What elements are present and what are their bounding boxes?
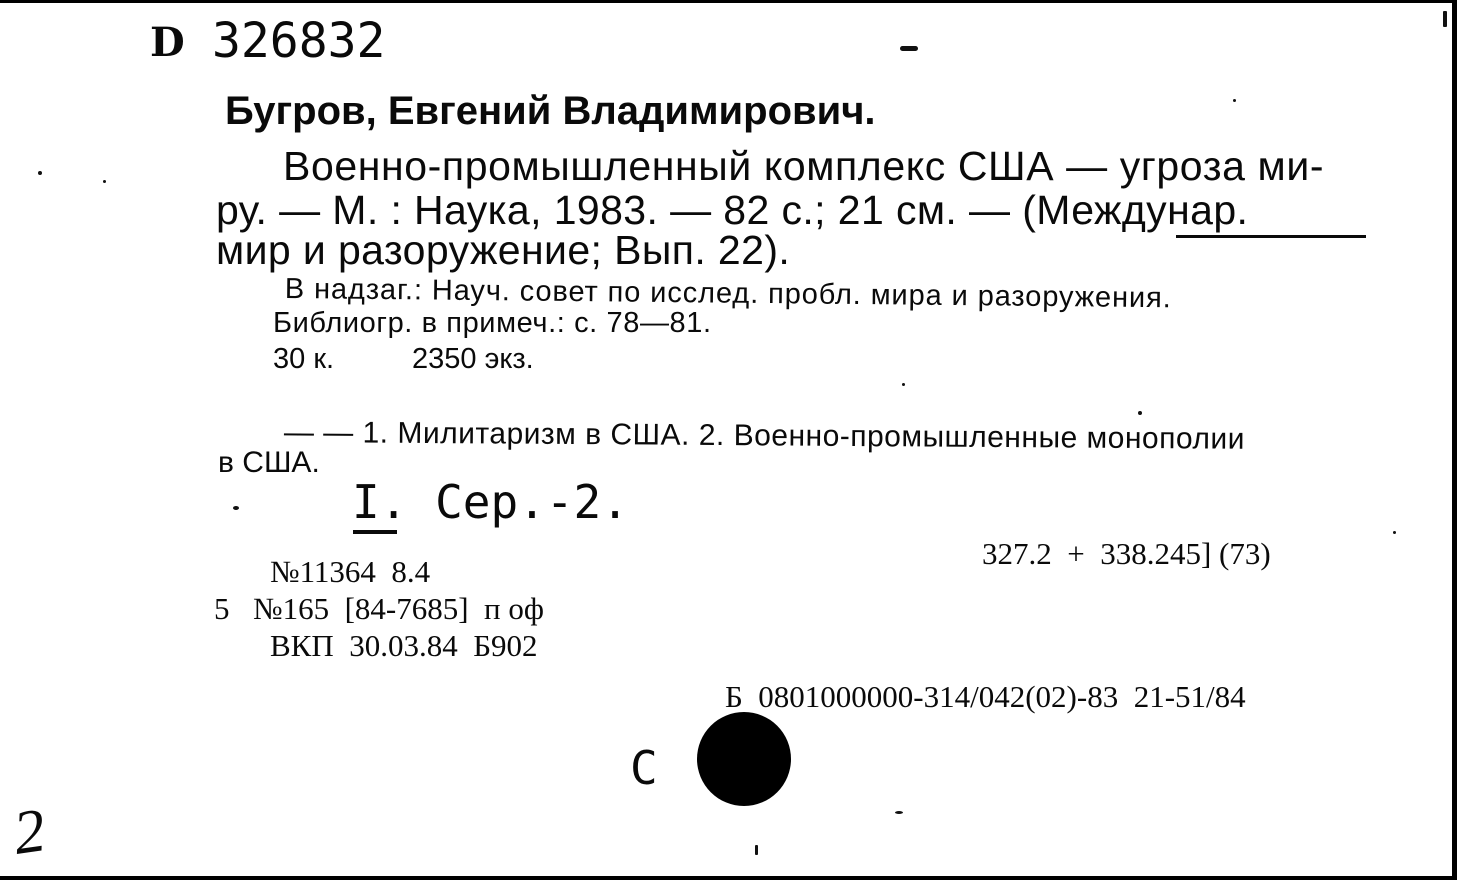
scan-speck [1233, 99, 1236, 102]
call-number-prefix: D [150, 19, 185, 66]
series-underline [1176, 235, 1366, 238]
classification: 327.2 + 338.245] (73) [982, 536, 1271, 571]
scan-speck [895, 811, 903, 814]
subjects-line-2: в США. [218, 446, 320, 479]
scan-speck [233, 506, 239, 510]
registry-line-3: ВКП 30.03.84 Б902 [270, 628, 538, 663]
stamp-letter: С [630, 741, 658, 795]
notes-line-1: В надзаг.: Науч. совет по исслед. пробл. мира и разоружения. [284, 273, 1172, 315]
scan-speck [103, 180, 106, 183]
price: 30 к. [273, 343, 335, 375]
scan-speck [38, 171, 42, 175]
scan-speck [900, 46, 918, 51]
author-name: Бугров, Евгений Владимирович. [225, 89, 876, 133]
title-line-1: Военно-промышленный комплекс США — угроза ми- [283, 143, 1325, 189]
corner-mark: 2 [9, 796, 50, 868]
series-mark-underline [353, 530, 397, 534]
subjects-line-1: — — 1. Милитаризм в США. 2. Военно-промышленные монополии [283, 416, 1246, 456]
scan-speck [902, 383, 905, 386]
call-number: 326832 [212, 13, 386, 69]
index-line: Б 0801000000-314/042(02)-83 21-51/84 [725, 679, 1246, 714]
title-line-3: мир и разоружение; Вып. 22). [216, 227, 791, 273]
registry-line-1: №11364 8.4 [270, 554, 431, 589]
registry-line-2-lead: 5 [214, 591, 230, 626]
scan-speck [1393, 531, 1396, 534]
copies: 2350 экз. [412, 343, 534, 375]
scan-speck [1138, 411, 1142, 415]
series-mark: I. Сер.-2. [352, 475, 629, 529]
scan-speck [755, 845, 758, 855]
registry-line-2: №165 [84-7685] п оф [253, 591, 544, 626]
notes-line-2: Библиогр. в примеч.: с. 78—81. [273, 307, 712, 339]
stamp-dot [697, 712, 791, 806]
scan-speck [1443, 11, 1447, 27]
title-line-2: ру. — М. : Наука, 1983. — 82 с.; 21 см. — (Междунар. [216, 187, 1249, 233]
